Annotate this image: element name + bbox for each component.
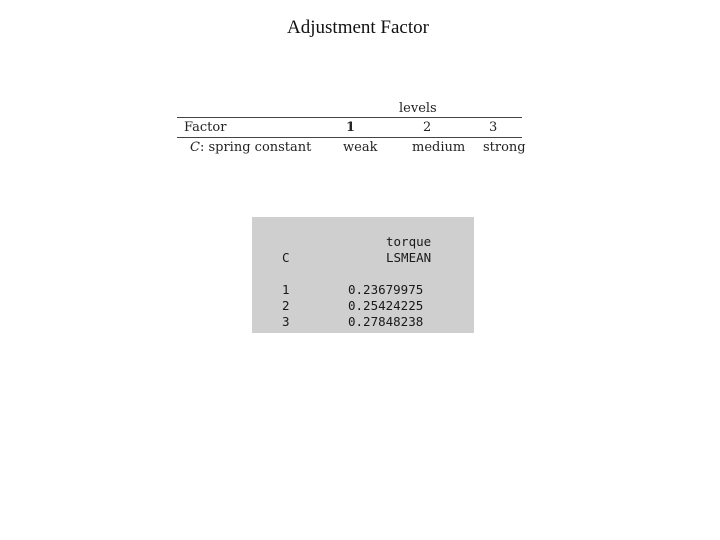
table-row-2-group: 2 [282,298,290,313]
level-2-value: medium [412,140,466,155]
level-2-header: 2 [423,120,432,135]
levels-header: levels [399,101,437,116]
factor-column-header: Factor [184,120,227,135]
slide-title: Adjustment Factor [287,17,429,38]
table-row-3-lsmean: 0.27848238 [348,314,424,329]
table-header-rule [177,137,522,138]
factor-name-cell [190,140,311,155]
level-3-header: 3 [489,120,498,135]
level-1-value: weak [343,140,378,155]
torque-column-header: torque [386,234,432,249]
table-row-1-lsmean: 0.23679975 [348,282,424,297]
lsmean-output-table [252,217,474,333]
factor-level-table [177,100,525,160]
group-column-header: C [282,250,290,265]
factor-symbol: C [190,140,200,155]
table-row-2-lsmean: 0.25424225 [348,298,424,313]
level-1-header: 1 [346,120,356,135]
lsmean-column-header: LSMEAN [386,250,432,265]
table-row-1-group: 1 [282,282,290,297]
table-top-rule [177,117,522,118]
table-row-3-group: 3 [282,314,290,329]
factor-description: : spring constant [199,140,312,155]
level-3-value: strong [483,140,526,155]
